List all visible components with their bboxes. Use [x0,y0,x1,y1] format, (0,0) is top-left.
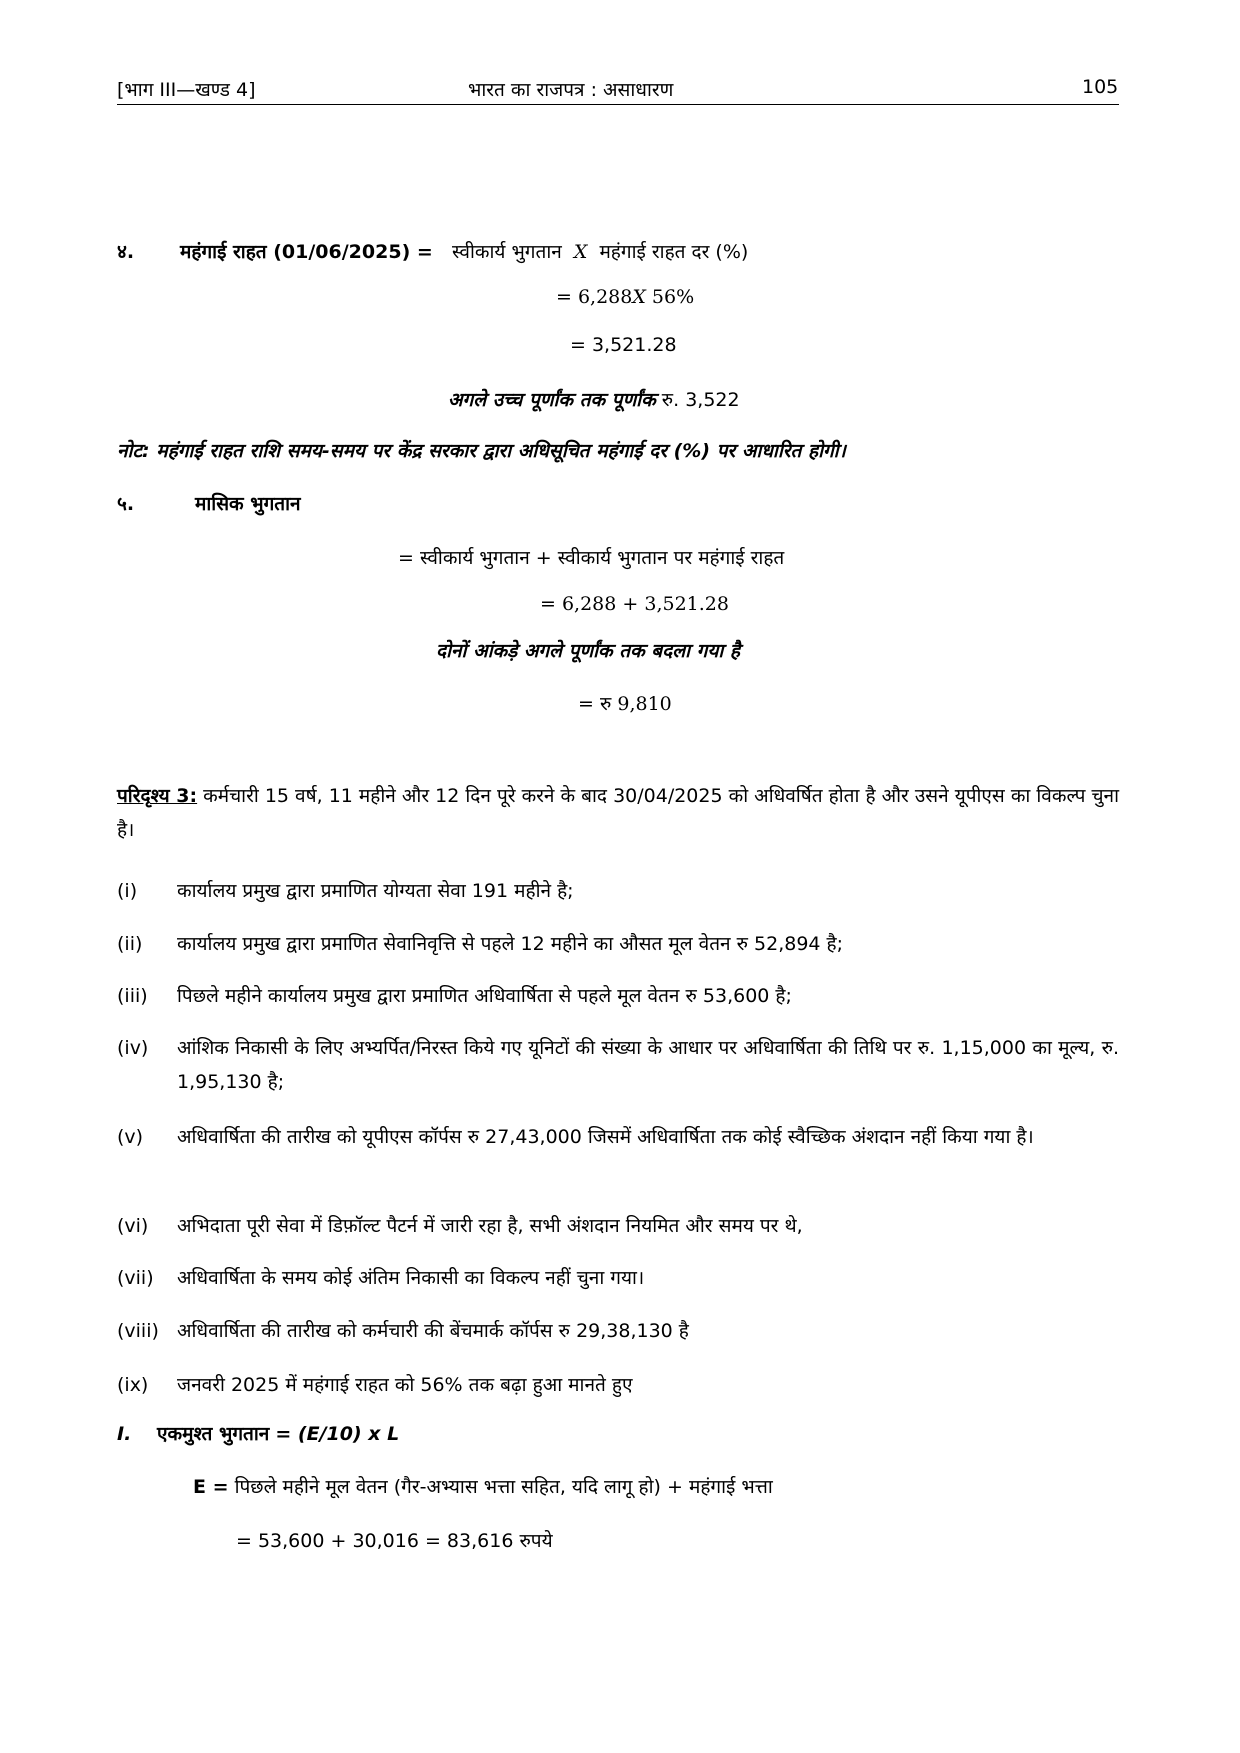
section5-result: = रु 9,810 [578,693,672,715]
list-item-text: आंशिक निकासी के लिए अभ्यर्पित/निरस्त किये गए यूनिटों की संख्या के आधार पर अधिवार्षिता की तिथि पर रु. 1,15,000 का मूल्य, रु. 1,95,130 है; [177,1037,1119,1093]
header-publication-title: भारत का राजपत्र : असाधारण [468,79,674,101]
list-item-text: कार्यालय प्रमुख द्वारा प्रमाणित योग्यता सेवा 191 महीने है; [177,880,574,902]
section4-calc-rate: 56% [651,286,695,308]
list-item [117,979,1119,1013]
list-item [117,874,1119,908]
list-item-number: (iv) [117,1037,149,1059]
list-item-text: अधिवार्षिता की तारीख को यूपीएस कॉर्पस रु 27,43,000 जिसमें अधिवार्षिता तक कोई स्वैच्छिक अंशदान नहीं किया गया है। [177,1126,1034,1148]
list-item [117,927,1119,961]
header-page-number: 105 [1082,76,1119,98]
section4-note: नोट: महंगाई राहत राशि समय-समय पर केंद्र सरकार द्वारा अधिसूचित महंगाई दर (%) पर आधारित होगी। [117,440,846,462]
section4-calc-value: = 6,288 [556,286,633,308]
section5-number: ५. [117,493,135,515]
section4-number: ४. [117,241,135,263]
lumpsum-e-label: E = [193,1476,229,1498]
lumpsum-formula: = (E/10) x L [275,1423,400,1445]
list-item [117,1031,1119,1099]
lumpsum-heading [157,1420,399,1449]
section5-formula: = स्वीकार्य भुगतान + स्वीकार्य भुगतान पर महंगाई राहत [398,547,785,569]
section4-formula-term: स्वीकार्य भुगतान [452,241,562,263]
header-divider [117,104,1119,105]
list-item-number: (ii) [117,933,143,955]
list-item-text: अधिवार्षिता की तारीख को कर्मचारी की बेंचमार्क कॉर्पस रु 29,38,130 है [177,1320,689,1342]
section4-calc-line [556,286,694,308]
list-item-number: (vii) [117,1267,154,1289]
header-section-label: [भाग III—खण्ड 4] [117,79,256,101]
section4-rounding-label: अगले उच्च पूर्णांक तक पूर्णांक [448,389,656,411]
list-item-number: (vi) [117,1215,149,1237]
section5-title: मासिक भुगतान [195,493,301,515]
list-item-text: जनवरी 2025 में महंगाई राहत को 56% तक बढ़ा हुआ मानते हुए [177,1374,633,1396]
list-item [117,1314,1119,1348]
list-item-text: अभिदाता पूरी सेवा में डिफ़ॉल्ट पैटर्न में जारी रहा है, सभी अंशदान नियमित और समय पर थे, [177,1215,803,1237]
section4-title: महंगाई राहत (01/06/2025) = [180,241,433,263]
list-item [117,1209,1119,1243]
lumpsum-e-definition [193,1473,773,1502]
section5-rounding-label: दोनों आंकड़े अगले पूर्णांक तक बदला गया है [436,640,740,662]
section4-rounding [448,386,740,415]
list-item-text: कार्यालय प्रमुख द्वारा प्रमाणित सेवानिवृत्ति से पहले 12 महीने का औसत मूल वेतन रु 52,894 है; [177,933,844,955]
section4-result: = 3,521.28 [570,334,677,356]
section4-formula [452,238,748,267]
lumpsum-title: एकमुश्त भुगतान [157,1423,270,1445]
section4-rounding-value: रु. 3,522 [661,389,740,411]
list-item-number: (viii) [117,1320,159,1342]
scenario3-paragraph [117,779,1119,847]
section5-calc: = 6,288 + 3,521.28 [540,593,729,615]
section4-formula-rest: महंगाई राहत दर (%) [599,241,749,263]
section4-calc-times: X [632,286,646,308]
scenario3-label: परिदृश्य 3: [117,785,198,807]
list-item-number: (ix) [117,1374,149,1396]
list-item-text: पिछले महीने कार्यालय प्रमुख द्वारा प्रमाणित अधिवार्षिता से पहले मूल वेतन रु 53,600 है; [177,985,792,1007]
lumpsum-number: I. [117,1423,132,1445]
list-item-text: अधिवार्षिता के समय कोई अंतिम निकासी का विकल्प नहीं चुना गया। [177,1267,645,1289]
list-item-number: (v) [117,1126,144,1148]
scenario3-text: कर्मचारी 15 वर्ष, 11 महीने और 12 दिन पूरे करने के बाद 30/04/2025 को अधिवर्षित होता है और उसने यूपीएस का विकल्प चुना है। [117,785,1119,841]
list-item [117,1261,1119,1295]
lumpsum-e-text: पिछले महीने मूल वेतन (गैर-अभ्यास भत्ता सहित, यदि लागू हो) + महंगाई भत्ता [234,1476,773,1498]
list-item [117,1368,1119,1402]
list-item-number: (iii) [117,985,148,1007]
section4-times-symbol: X [573,241,588,263]
list-item [117,1120,1119,1154]
lumpsum-e-calc: = 53,600 + 30,016 = 83,616 रुपये [236,1530,553,1552]
list-item-number: (i) [117,880,138,902]
